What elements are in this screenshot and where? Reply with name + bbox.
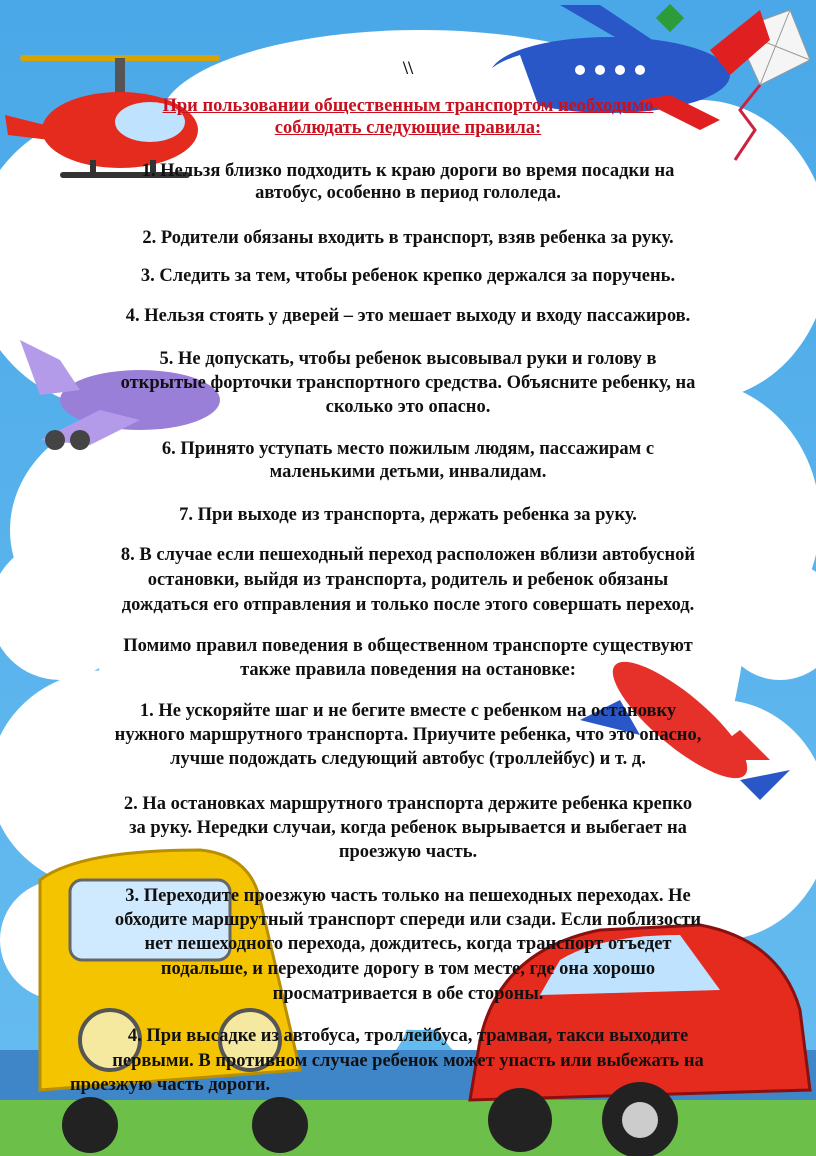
stop-rule-2-line-1: 2. На остановках маршрутного транспорта держите ребенка крепко (123, 794, 693, 814)
stop-intro-line-2: также правила поведения на остановке: (240, 660, 576, 680)
stop-rule-4-line-1: 4. При высадке из автобуса, троллейбуса, трамвая, такси выходите (127, 1026, 689, 1046)
page-marker: \\ (402, 59, 414, 79)
rule-8-line-2: остановки, выйдя из транспорта, родитель и ребенок обязаны (147, 570, 669, 590)
rule-3: 3. Следить за тем, чтобы ребенок крепко держался за поручень. (140, 266, 676, 286)
stop-rule-1-line-1: 1. Не ускоряйте шаг и не бегите вместе с ребенком на остановку (139, 701, 677, 721)
stop-rule-4-line-3: проезжую часть дороги. (70, 1075, 271, 1095)
rule-7: 7. При выходе из транспорта, держать ребенка за руку. (179, 505, 637, 525)
stop-rule-3-line-3: нет пешеходного перехода, дождитесь, когда транспорт отъедет (144, 934, 672, 954)
rule-2: 2. Родители обязаны входить в транспорт, взяв ребенка за руку. (142, 228, 674, 248)
rule-5-line-3: сколько это опасно. (325, 397, 491, 417)
heading-line-2: соблюдать следующие правила: (274, 118, 542, 138)
stop-rule-3-line-2: обходите маршрутный транспорт спереди или сзади. Если поблизости (114, 910, 702, 930)
stop-rule-2-line-3: проезжую часть. (338, 842, 478, 862)
rule-8-line-3: дождаться его отправления и только после этого совершать переход. (121, 595, 695, 615)
heading-line-1: При пользовании общественным транспортом необходимо (162, 96, 654, 116)
stop-rule-3-line-1: 3. Переходите проезжую часть только на пешеходных переходах. Не (125, 886, 691, 906)
stop-rule-1-line-2: нужного маршрутного транспорта. Приучите ребенка, что это опасно, (114, 725, 702, 745)
stop-intro-line-1: Помимо правил поведения в общественном транспорте существуют (123, 636, 693, 656)
stop-rule-2-line-2: за руку. Нередки случаи, когда ребенок вырывается и выбегает на (129, 818, 687, 838)
rule-5-line-1: 5. Не допускать, чтобы ребенок высовывал руки и голову в (159, 349, 657, 369)
stop-rule-4-line-2: первыми. В противном случае ребенок может упасть или выбежать на (112, 1051, 704, 1071)
rule-1-line-1: 1. Нельзя близко подходить к краю дороги во время посадки на (141, 161, 675, 181)
stop-rule-3-line-4: подальше, и переходите дорогу в том месте, где она хорошо (160, 959, 656, 979)
rule-5-line-2: открытые форточки транспортного средства. Объясните ребенку, на (120, 373, 696, 393)
rule-6-line-1: 6. Принято уступать место пожилым людям, пассажирам с (161, 439, 655, 459)
rule-6-line-2: маленькими детьми, инвалидам. (269, 462, 547, 482)
stop-rule-1-line-3: лучше подождать следующий автобус (троллейбус) и т. д. (170, 749, 646, 769)
stop-rule-3-line-5: просматривается в обе стороны. (272, 984, 544, 1004)
rule-4: 4. Нельзя стоять у дверей – это мешает выходу и входу пассажиров. (125, 306, 691, 326)
rule-1-line-2: автобус, особенно в период гололеда. (255, 183, 561, 203)
rule-8-line-1: 8. В случае если пешеходный переход расположен вблизи автобусной (120, 545, 696, 565)
